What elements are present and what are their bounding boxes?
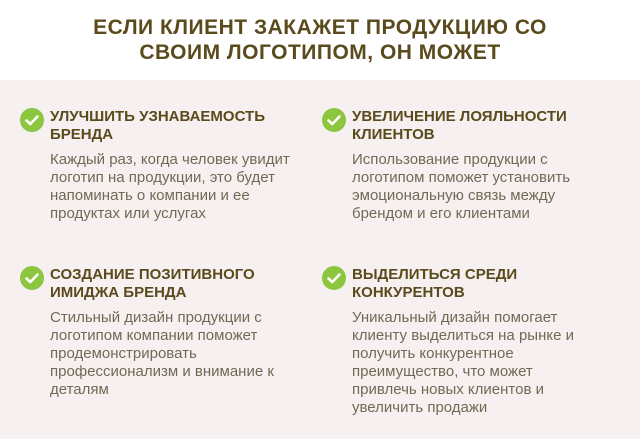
header [0,0,640,80]
benefits-panel [0,80,640,439]
benefit-description: Уникальный дизайн помогает клиенту выделиться на рынке и получить конкурентное преимущество, что может привлечь новых клиентов и увеличить продажи [352,309,574,416]
page-title: ЕСЛИ КЛИЕНТ ЗАКАЖЕТ ПРОДУКЦИЮ СО СВОИМ ЛОГОТИПОМ, ОН МОЖЕТ [93,16,547,64]
benefit-heading: СОЗДАНИЕ ПОЗИТИВНОГО ИМИДЖА БРЕНДА [50,266,255,301]
benefit-heading: ВЫДЕЛИТЬСЯ СРЕДИ КОНКУРЕНТОВ [352,266,518,301]
check-circle-icon [322,108,346,132]
benefit-description: Каждый раз, когда человек увидит логотип на продукции, это будет напоминать о компании и ее продуктах или услугах [50,151,290,222]
check-circle-icon [20,108,44,132]
benefit-heading: УЛУЧШИТЬ УЗНАВАЕМОСТЬ БРЕНДА [50,108,266,143]
check-circle-icon [322,266,346,290]
check-circle-icon [20,266,44,290]
benefit-description: Стильный дизайн продукции с логотипом компании поможет продемонстрировать профессионализм и внимание к деталям [50,309,274,398]
benefit-description: Использование продукции с логотипом поможет установить эмоциональную связь между брендом и его клиентами [352,151,571,222]
benefit-heading: УВЕЛИЧЕНИЕ ЛОЯЛЬНОСТИ КЛИЕНТОВ [352,108,567,143]
